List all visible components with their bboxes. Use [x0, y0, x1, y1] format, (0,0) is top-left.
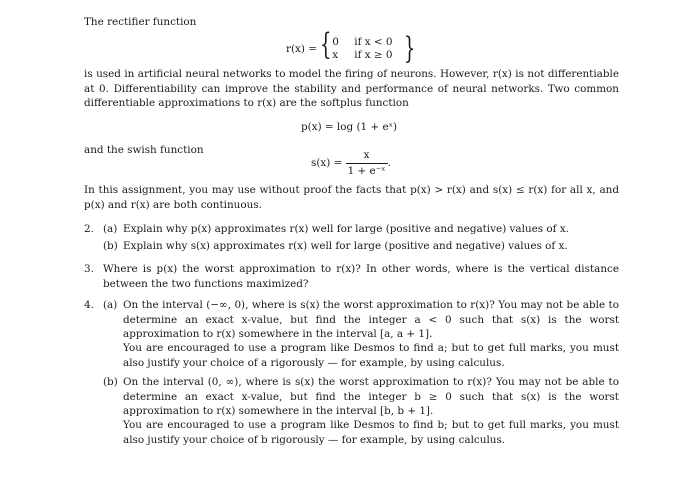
- case-row-1: [332, 36, 392, 49]
- swish-equation: [311, 148, 391, 178]
- swish-period: .: [387, 156, 391, 169]
- case-row-2: [332, 49, 392, 62]
- rectifier-equation: [286, 27, 419, 66]
- swish-fraction: [346, 148, 388, 178]
- q2-number: 2.: [84, 223, 94, 235]
- q4-number: 4.: [84, 299, 94, 311]
- swish-lhs: s(x) =: [311, 156, 343, 169]
- intro-paragraph: is used in artificial neural networks to model the firing of neurons. However, r(x) is not differentiable at 0. Differentiability can improve the stability and performance of neural networks. Two common differentiable approximations to r(x) are the softplus function: [84, 68, 619, 110]
- q4b-text-2: You are encouraged to use a program like Desmos to find b; but to get full marks, you must also justify your choice of b rigorously — for example, by using calculus.: [123, 419, 619, 446]
- swish-denominator: 1 + e⁻ˣ: [347, 164, 386, 177]
- q3-number: 3.: [84, 263, 94, 275]
- assumptions-paragraph: In this assignment, you may use without proof the facts that p(x) > r(x) and s(x) ≤ r(x) for all x, and p(x) and r(x) are both continuous.: [84, 184, 619, 211]
- q2b-text: Explain why s(x) approximates r(x) well for large (positive and negative) values of x.: [123, 240, 568, 252]
- q3-text: Where is p(x) the worst approximation to r(x)? In other words, where is the vertical distance between the two functions maximized?: [103, 263, 619, 290]
- case1-value: 0: [332, 36, 339, 48]
- q4b-text-1: On the interval (0, ∞), where is s(x) the worst approximation to r(x)? You may not be able to determine an exact x-value, but find the integer b ≥ 0 such that s(x) is the worst approximation to r(x) somewhere in the interval [b, b + 1].: [123, 376, 619, 418]
- swish-intro: and the swish function: [84, 144, 204, 156]
- left-brace: {: [320, 27, 332, 62]
- intro-line: The rectifier function: [84, 16, 197, 28]
- q2b-label: (b): [103, 240, 118, 252]
- q2a-text: Explain why p(x) approximates r(x) well for large (positive and negative) values of x.: [123, 223, 569, 235]
- case1-cond: if x < 0: [354, 36, 393, 48]
- q4a-text-1: On the interval (−∞, 0), where is s(x) the worst approximation to r(x)? You may not be able to determine an exact x-value, but find the integer a < 0 such that s(x) is the worst approximation to r(x) somewhere in the interval [a, a + 1].: [123, 299, 619, 341]
- swish-numerator: x: [346, 148, 388, 164]
- case2-value: x: [332, 49, 339, 61]
- rectifier-lhs: r(x) =: [286, 42, 317, 55]
- q4a-text-2: You are encouraged to use a program like Desmos to find a; but to get full marks, you must also justify your choice of a rigorously — for example, by using calculus.: [123, 342, 619, 369]
- q4b-label: (b): [103, 376, 118, 388]
- case2-cond: if x ≥ 0: [354, 49, 393, 61]
- softplus-equation: p(x) = log (1 + eˣ): [301, 121, 398, 133]
- q4a-label: (a): [103, 299, 118, 311]
- q2a-label: (a): [103, 223, 118, 235]
- right-brace: }: [403, 31, 416, 66]
- rectifier-cases: [320, 27, 393, 62]
